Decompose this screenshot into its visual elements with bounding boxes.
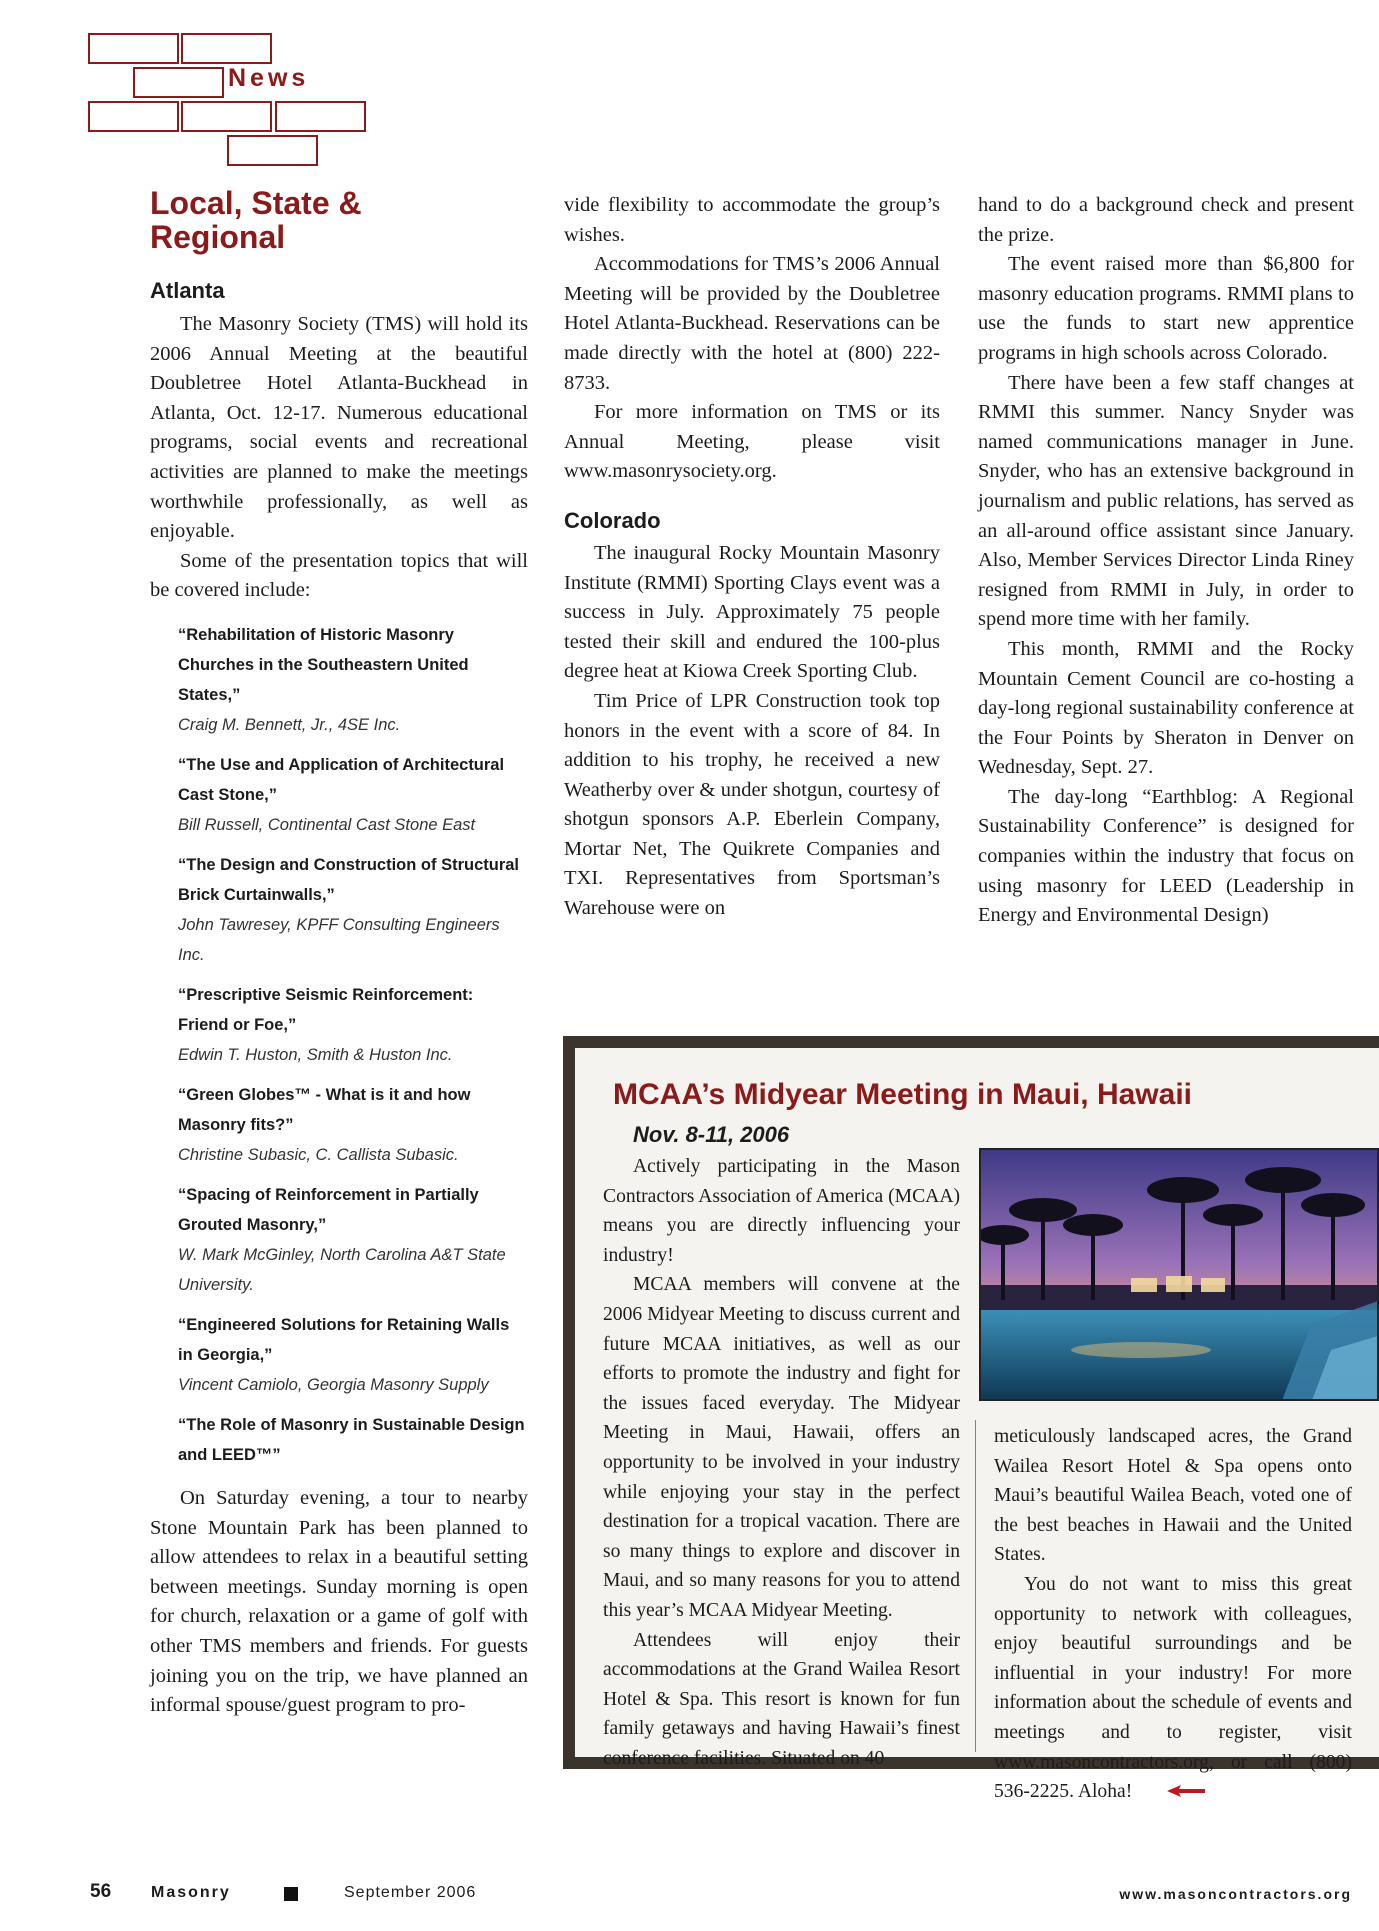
brick — [181, 33, 272, 64]
middle-paragraph-2: Accommodations for TMS’s 2006 Annual Meeting will be provided by the Doubletree Hotel Atlanta-Buckhead. Reservations can be made directly with the hotel at (800) 222-8733. — [564, 253, 940, 394]
atlanta-paragraph-1: The Masonry Society (TMS) will hold its 2006 Annual Meeting at the beautiful Doubletree Hotel Atlanta-Buckhead in Atlanta, Oct. 12-17. Numerous educational programs, social events and recreational activities are planned to make the meetings worthwhile professionally, as well as enjoyable. — [150, 313, 528, 543]
topic-title: “The Design and Construction of Structural Brick Curtainwalls,” — [178, 855, 520, 904]
topic-title: “The Use and Application of Architectural Cast Stone,” — [178, 755, 505, 804]
colorado-paragraph-2: Tim Price of LPR Construction took top honors in the event with a score of 84. In addition to his trophy, he received a new Weatherby over & under shotgun, courtesy of shotgun sponsors A.P. Eberlein Company, Mortar Net, The Quikrete Companies and TXI. Representatives from Sportsman’s Warehouse were on — [564, 689, 940, 920]
brick — [181, 101, 272, 132]
topic-title: “Green Globes™ - What is it and how Masonry fits?” — [178, 1085, 471, 1134]
callout-paragraph-1: Actively participating in the Mason Contractors Association of America (MCAA) means you are directly influencing your industry! — [603, 1156, 960, 1266]
arrow-pointer-icon — [1137, 1778, 1205, 1808]
topic-title: “Spacing of Reinforcement in Partially Grouted Masonry,” — [178, 1185, 479, 1234]
topic-author: W. Mark McGinley, North Carolina A&T State University. — [178, 1245, 506, 1294]
footer-square-icon — [284, 1887, 298, 1901]
topic-title: “Prescriptive Seismic Reinforcement: Friend or Foe,” — [178, 985, 474, 1034]
topic-author: Craig M. Bennett, Jr., 4SE Inc. — [178, 715, 401, 734]
website-url: www.masoncontractors.org — [1119, 1886, 1352, 1902]
topic-author: John Tawresey, KPFF Consulting Engineers Inc. — [178, 915, 500, 964]
right-paragraph-4: This month, RMMI and the Rocky Mountain Cement Council are co-hosting a day-long regional sustainability conference at the Four Points by Sheraton in Denver on Wednesday, Sept. 27. — [978, 637, 1354, 779]
issue-date: September 2006 — [344, 1884, 477, 1901]
callout-paragraph-5 — [994, 1570, 1352, 1807]
presentation-topic — [178, 1080, 528, 1170]
page-number: 56 — [90, 1881, 112, 1902]
right-paragraph-1: hand to do a background check and present the prize. — [978, 194, 1354, 246]
callout-left-column — [603, 1152, 960, 1773]
presentation-topic — [178, 850, 528, 970]
presentation-topic — [178, 980, 528, 1070]
callout-paragraph-5-text: You do not want to miss this great opportunity to network with colleagues, enjoy beautiful surroundings and be influential in your industry! For more information about the schedule of events and meetings and to register, visit www.masoncontractors.org, or call (800) 536-2225. Aloha! — [994, 1573, 1352, 1803]
middle-paragraph-3: For more information on TMS or its Annual Meeting, please visit www.masonrysociety.org. — [564, 401, 940, 483]
brick — [133, 67, 224, 98]
callout-paragraph-4: meticulously landscaped acres, the Grand Wailea Resort Hotel & Spa opens onto Maui’s beautiful Wailea Beach, voted one of the best beaches in Hawaii and the United States. — [994, 1426, 1352, 1566]
presentation-topic — [178, 1410, 528, 1470]
left-column — [150, 186, 528, 1721]
middle-column — [564, 191, 940, 924]
brick — [88, 33, 179, 64]
presentation-topics-list — [150, 620, 528, 1470]
brick — [227, 135, 318, 166]
atlanta-paragraph-2: Some of the presentation topics that will be covered include: — [150, 549, 528, 602]
callout-paragraph-3: Attendees will enjoy their accommodations at the Grand Wailea Resort Hotel & Spa. This resort is known for fun family getaways and having Hawaii’s finest conference facilities. Situated on 40 — [603, 1629, 960, 1769]
callout-column-divider — [975, 1420, 976, 1752]
presentation-topic — [178, 1310, 528, 1400]
topic-author: Vincent Camiolo, Georgia Masonry Supply — [178, 1375, 489, 1394]
atlanta-heading: Atlanta — [150, 278, 225, 303]
topic-author: Christine Subasic, C. Callista Subasic. — [178, 1145, 459, 1164]
brick — [88, 101, 179, 132]
brick — [275, 101, 366, 132]
right-column — [978, 191, 1354, 931]
middle-paragraph-1: vide flexibility to accommodate the group’s wishes. — [564, 194, 940, 246]
presentation-topic — [178, 1180, 528, 1300]
presentation-topic — [178, 750, 528, 840]
colorado-heading: Colorado — [564, 507, 661, 533]
atlanta-paragraph-3: On Saturday evening, a tour to nearby Stone Mountain Park has been planned to allow attendees to relax in a beautiful setting between meetings. Sunday morning is open for church, relaxation or a game of golf with other TMS members and friends. For guests joining you on the trip, we have planned an informal spouse/guest program to pro- — [150, 1486, 528, 1717]
magazine-name: Masonry — [151, 1884, 231, 1901]
topic-title: “Rehabilitation of Historic Masonry Churches in the Southeastern United States,” — [178, 625, 469, 704]
resort-photo — [979, 1148, 1379, 1401]
callout-date: Nov. 8-11, 2006 — [633, 1122, 790, 1147]
topic-author: Bill Russell, Continental Cast Stone East — [178, 815, 476, 834]
section-title: Local, State & Regional — [150, 185, 362, 255]
topic-title: “The Role of Masonry in Sustainable Design and LEED™” — [178, 1415, 525, 1464]
topic-author: Edwin T. Huston, Smith & Huston Inc. — [178, 1045, 453, 1064]
presentation-topic — [178, 620, 528, 740]
right-paragraph-2: The event raised more than $6,800 for masonry education programs. RMMI plans to use the funds to start new apprentice programs in high schools across Colorado. — [978, 253, 1354, 364]
callout-right-column — [994, 1422, 1352, 1807]
section-label: News — [228, 64, 310, 92]
right-paragraph-3: There have been a few staff changes at RMMI this summer. Nancy Snyder was named communications manager in June. Snyder, who has an extensive background in journalism and public relations, has served as an all-around office assistant since January. Also, Member Services Director Linda Riney resigned from RMMI in July, in order to spend more time with her family. — [978, 371, 1354, 631]
callout-title: MCAA’s Midyear Meeting in Maui, Hawaii — [613, 1078, 1192, 1111]
topic-title: “Engineered Solutions for Retaining Walls in Georgia,” — [178, 1315, 510, 1364]
right-paragraph-5: The day-long “Earthblog: A Regional Sustainability Conference” is designed for companies within the industry that focus on using masonry for LEED (Leadership in Energy and Environmental Design) — [978, 785, 1354, 927]
colorado-paragraph-1: The inaugural Rocky Mountain Masonry Institute (RMMI) Sporting Clays event was a success in July. Approximately 75 people tested their skill and endured the 100-plus degree heat at Kiowa Creek Sporting Club. — [564, 541, 940, 683]
callout-paragraph-2: MCAA members will convene at the 2006 Midyear Meeting to discuss current and future MCAA initiatives, as well as our efforts to promote the industry and fight for the issues faced everyday. The Midyear Meeting in Maui, Hawaii, offers an opportunity to be involved in your industry while enjoying your stay in the perfect destination for a tropical vacation. There are so many things to explore and discover in Maui, and so many reasons for you to attend this year’s MCAA Midyear Meeting. — [603, 1274, 960, 1621]
